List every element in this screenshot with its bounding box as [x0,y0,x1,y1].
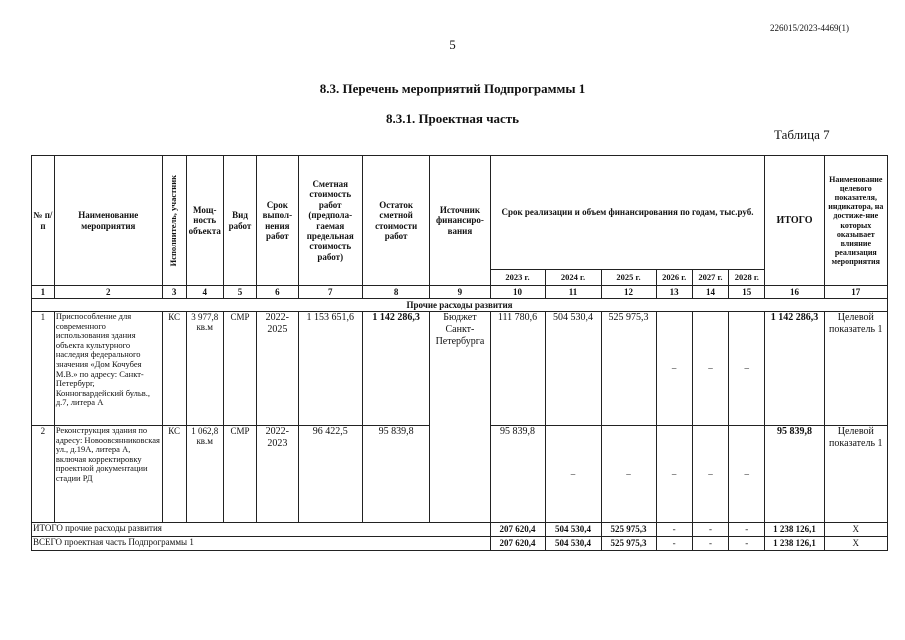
column-number: 15 [729,286,765,299]
total-y2028: - [729,523,765,537]
row-indicator: Целевой показатель 1 [824,312,887,426]
row-name: Реконструкция здания по адресу: Новоовсянниковская ул., д.19А, литера А, включая корректировку проектной документации стадии РД [54,426,162,523]
row-total: 1 142 286,3 [765,312,824,426]
section-row [32,299,888,312]
total-y2024: 504 530,4 [545,537,601,551]
total-row [32,537,888,551]
header-capacity: Мощ-ность объекта [186,156,223,286]
total-y2028: - [729,537,765,551]
row-y2025: 525 975,3 [601,312,656,426]
total-y2027: - [692,537,728,551]
year-header: 2028 г. [729,270,765,286]
row-term: 2022-2025 [257,312,299,426]
measures-table [31,155,888,551]
row-y2024: 504 530,4 [545,312,601,426]
column-number: 12 [601,286,656,299]
row-y2023: 95 839,8 [490,426,545,523]
section-label: Прочие расходы развития [32,299,888,312]
total-y2025: 525 975,3 [601,537,656,551]
row-executor: КС [162,426,186,523]
column-number: 11 [545,286,601,299]
row-num: 1 [32,312,55,426]
total-label: ИТОГО прочие расходы развития [32,523,491,537]
total-y2027: - [692,523,728,537]
header-work-type: Вид работ [223,156,256,286]
column-number: 5 [223,286,256,299]
total-sum: 1 238 126,1 [765,537,824,551]
row-indicator: Целевой показатель 1 [824,426,887,523]
total-y2026: - [656,523,692,537]
column-number: 1 [32,286,55,299]
row-estimated-cost: 1 153 651,6 [298,312,362,426]
row-total: 95 839,8 [765,426,824,523]
header-name: Наименование мероприятия [54,156,162,286]
column-number: 9 [430,286,490,299]
year-header: 2026 г. [656,270,692,286]
row-work-type: СМР [223,312,256,426]
column-number: 14 [692,286,728,299]
row-y2027: – [692,426,728,523]
column-numbers-row [32,286,888,299]
total-row [32,523,888,537]
page-number: 5 [449,37,456,52]
column-number: 8 [362,286,429,299]
total-y2025: 525 975,3 [601,523,656,537]
header-indicator: Наименование целевого показателя, индикатора, на достиже-ние которых оказывает влияние реализация мероприятия [824,156,887,286]
row-y2027: – [692,312,728,426]
row-capacity: 1 062,8 кв.м [186,426,223,523]
column-number: 7 [298,286,362,299]
header-term: Срок выпол-нения работ [257,156,299,286]
year-header: 2027 г. [692,270,728,286]
column-number: 17 [824,286,887,299]
total-sum: 1 238 126,1 [765,523,824,537]
row-capacity: 3 977,8 кв.м [186,312,223,426]
header-executor [162,156,186,286]
column-number: 3 [162,286,186,299]
row-y2026: – [656,426,692,523]
row-y2028: – [729,426,765,523]
row-remaining-cost: 1 142 286,3 [362,312,429,426]
column-number: 4 [186,286,223,299]
table-label: Таблица 7 [774,127,830,142]
column-number: 16 [765,286,824,299]
header-total: ИТОГО [765,156,824,286]
header-source: Источник финансиро-вания [430,156,490,286]
header-executor-text: Исполнитель, участник [168,174,179,267]
row-y2024: – [545,426,601,523]
total-y2023: 207 620,4 [490,523,545,537]
row-y2028: – [729,312,765,426]
header-remaining-cost: Остаток сметной стоимости работ [362,156,429,286]
header-estimated-cost: Сметная стоимость работ (предпола-гаемая предельная стоимость работ) [298,156,362,286]
row-work-type: СМР [223,426,256,523]
year-header: 2025 г. [601,270,656,286]
total-y2026: - [656,537,692,551]
row-remaining-cost: 95 839,8 [362,426,429,523]
column-number: 6 [257,286,299,299]
year-header: 2024 г. [545,270,601,286]
column-number: 10 [490,286,545,299]
total-indicator: Х [824,523,887,537]
row-num: 2 [32,426,55,523]
document-id: 226015/2023-4469(1) [770,23,849,33]
row-name: Приспособление для современного использования здания объекта культурного наследия федерального значения «Дом Кочубея М.В.» по адресу: Санкт-Петербург, Конногвардейский бульв., д.7, литера А [54,312,162,426]
row-y2023: 111 780,6 [490,312,545,426]
header-num: № п/п [32,156,55,286]
total-label: ВСЕГО проектная часть Подпрограммы 1 [32,537,491,551]
column-number: 13 [656,286,692,299]
row-term: 2022-2023 [257,426,299,523]
header-schedule: Срок реализации и объем финансирования по годам, тыс.руб. [490,156,765,270]
row-estimated-cost: 96 422,5 [298,426,362,523]
row-executor: КС [162,312,186,426]
total-y2023: 207 620,4 [490,537,545,551]
subsection-title: 8.3.1. Проектная часть [385,111,520,126]
row-y2026: – [656,312,692,426]
column-number: 2 [54,286,162,299]
row-source: Бюджет Санкт-Петербурга [430,312,490,523]
section-title: 8.3. Перечень мероприятий Подпрограммы 1 [319,81,586,96]
table-row [32,312,888,426]
total-y2024: 504 530,4 [545,523,601,537]
row-y2025: – [601,426,656,523]
total-indicator: Х [824,537,887,551]
year-header: 2023 г. [490,270,545,286]
table-header-row [32,156,888,270]
